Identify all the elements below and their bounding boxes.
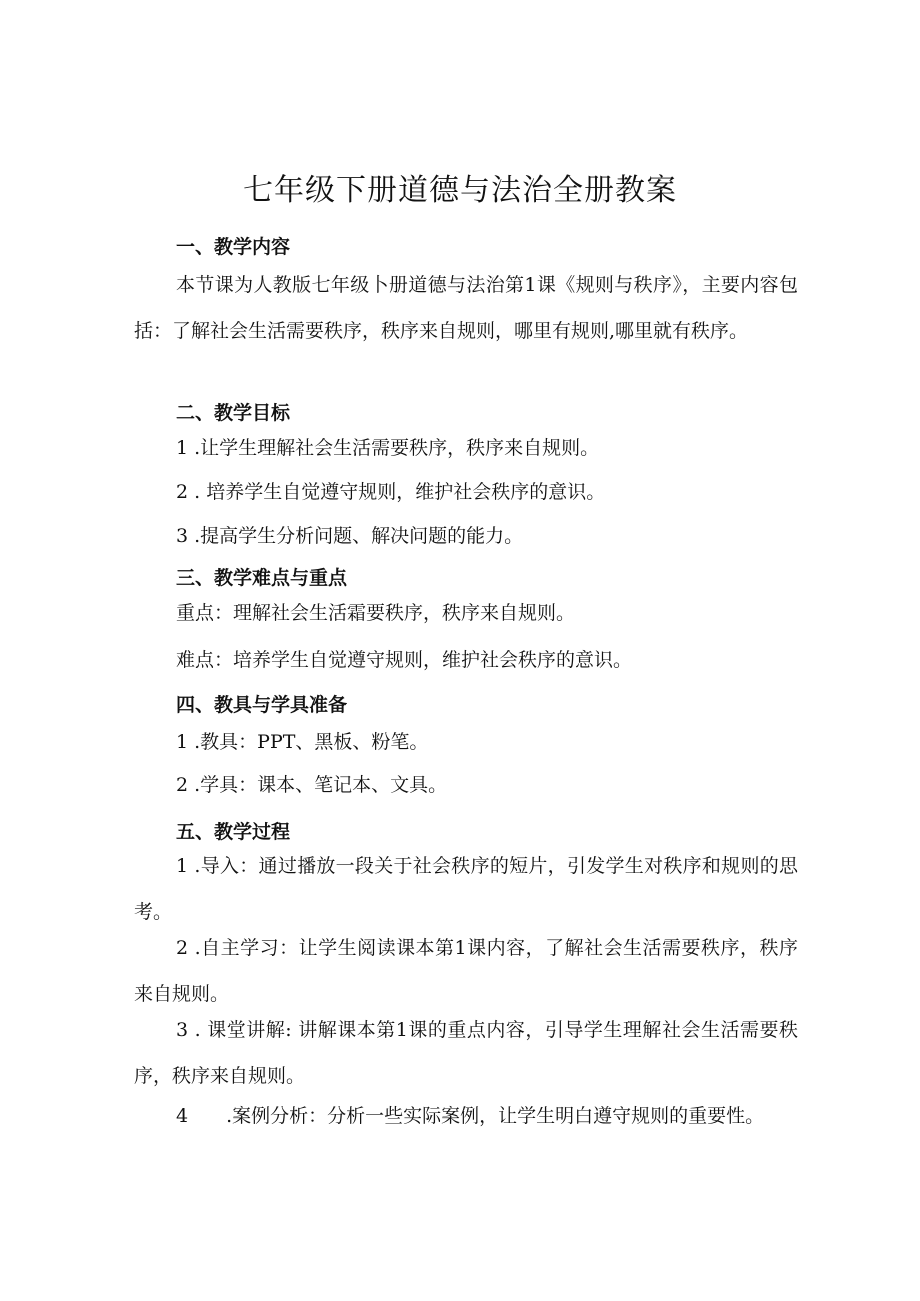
difficulty-item: 难点：培养学生自觉遵守规则，维护社会秩序的意识。 bbox=[176, 649, 633, 671]
material-item: 2 .学具：课本、笔记本、文具。 bbox=[176, 774, 448, 796]
goal-item: 3 .提高学生分析问题、解决问题的能力。 bbox=[176, 525, 524, 547]
goal-item: 2 . 培养学生自觉遵守规则，维护社会秩序的意识。 bbox=[176, 481, 606, 503]
document-title: 七年级下册道德与法治全册教案 bbox=[243, 173, 677, 208]
process-step: 4 .案例分析：分析一些实际案例，让学生明白遵守规则的重要性。 bbox=[176, 1105, 765, 1127]
section-heading-teaching-goals: 二、教学目标 bbox=[176, 402, 291, 424]
section-heading-teaching-process: 五、教学过程 bbox=[176, 821, 291, 843]
section-heading-key-points: 三、教学难点与重点 bbox=[176, 567, 348, 589]
section-heading-teaching-content: 一、教学内容 bbox=[176, 236, 291, 258]
key-point-item: 重点：理解社会生活霜要秩序，秩序来自规则。 bbox=[176, 602, 576, 624]
section-heading-materials: 四、教具与学具准备 bbox=[176, 694, 348, 716]
section-body-teaching-content: 本节课为人教版七年级卜册道德与法治第1课《规则与秩序》，主要内容包括：了解社会生活需要秩序，秩序来自规则，哪里有规则,哪里就有秩序。 bbox=[134, 274, 798, 342]
process-step: 3 . 课堂讲解: 讲解课本第1课的重点内容，引导学生理解社会生活需要秩序，秩序来自规则。 bbox=[134, 1019, 798, 1087]
process-step: 2 .自主学习：让学生阅读课本第1课内容，了解社会生活需要秩序，秩序来自规则。 bbox=[134, 937, 798, 1005]
material-item: 1 .教具：PPT、黑板、粉笔。 bbox=[176, 731, 429, 753]
process-step: 1 .导入：通过播放一段关于社会秩序的短片，引发学生对秩序和规则的思考。 bbox=[134, 855, 798, 923]
goal-item: 1 .让学生理解社会生活需要秩序，秩序来自规则。 bbox=[176, 437, 600, 459]
